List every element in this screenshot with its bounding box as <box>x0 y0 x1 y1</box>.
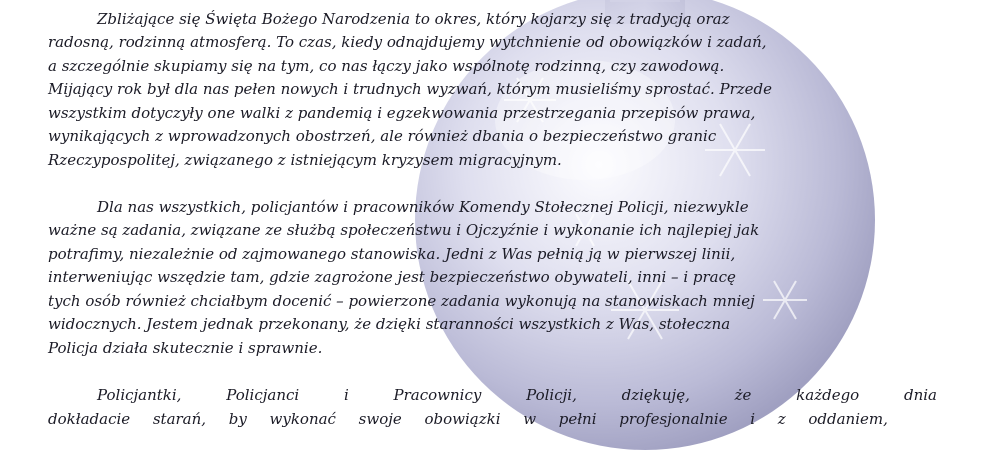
word: z <box>777 410 786 428</box>
word: Pracownicy <box>393 386 482 404</box>
word: swoje <box>358 410 402 428</box>
word: każdego <box>796 386 860 404</box>
word: Policjantki, <box>97 386 182 404</box>
word: dnia <box>903 386 937 404</box>
word: starań, <box>152 410 207 428</box>
p2-line-3: potrafimy, niezależnie od zajmowanego stanowiska. Jedni z Was pełnią ją w pierwszej linii, <box>48 245 736 263</box>
p3-line-2 <box>0 408 936 430</box>
word: w <box>523 410 537 428</box>
word: że <box>734 386 752 404</box>
word: by <box>228 410 247 428</box>
p1-line-5: wszystkim dotyczyły one walki z pandemią i egzekwowania przestrzegania przepisów prawa, <box>48 104 756 122</box>
p2-line-7: Policja działa skutecznie i sprawnie. <box>48 339 323 357</box>
word: Policjanci <box>226 386 300 404</box>
word: dokładacie <box>48 410 131 428</box>
p1-line-7: Rzeczypospolitej, związanego z istniejącym kryzysem migracyjnym. <box>48 151 562 169</box>
p2-line-6: widocznych. Jestem jednak przekonany, że dzięki staranności wszystkich z Was, stołeczna <box>48 315 731 333</box>
word: obowiązki <box>424 410 501 428</box>
p1-line-6: wynikających z wprowadzonych obostrzeń, ale również dbania o bezpieczeństwo granic <box>48 127 717 145</box>
word: dziękuję, <box>621 386 690 404</box>
p2-line-1: Dla nas wszystkich, policjantów i pracowników Komendy Stołecznej Policji, niezwykle <box>97 198 749 216</box>
word: oddaniem, <box>808 410 888 428</box>
word: pełni <box>558 410 597 428</box>
word: i <box>343 386 349 404</box>
p2-line-5: tych osób również chciałbym docenić – powierzone zadania wykonują na stanowiskach mniej <box>48 292 755 310</box>
p3-line-1 <box>0 384 985 406</box>
p1-line-4: Mijający rok był dla nas pełen nowych i trudnych wyzwań, którym musieliśmy sprostać. Przede <box>48 80 773 98</box>
p1-line-1: Zbliżające się Święta Bożego Narodzenia to okres, który kojarzy się z tradycją oraz <box>97 10 730 28</box>
word: i <box>750 410 756 428</box>
p1-line-3: a szczególnie skupiamy się na tym, co nas łączy jako wspólnotę rodzinną, czy zawodową. <box>48 57 725 75</box>
p2-line-4: interweniując wszędzie tam, gdzie zagrożone jest bezpieczeństwo obywateli, inni – i pracę <box>48 268 736 286</box>
p1-line-2: radosną, rodzinną atmosferą. To czas, kiedy odnajdujemy wytchnienie od obowiązków i zadań, <box>48 33 767 51</box>
p2-line-2: ważne są zadania, związane ze służbą społeczeństwu i Ojczyźnie i wykonanie ich najlepiej jak <box>48 221 760 239</box>
word: Policji, <box>526 386 577 404</box>
word: wykonać <box>269 410 336 428</box>
word: profesjonalnie <box>619 410 728 428</box>
